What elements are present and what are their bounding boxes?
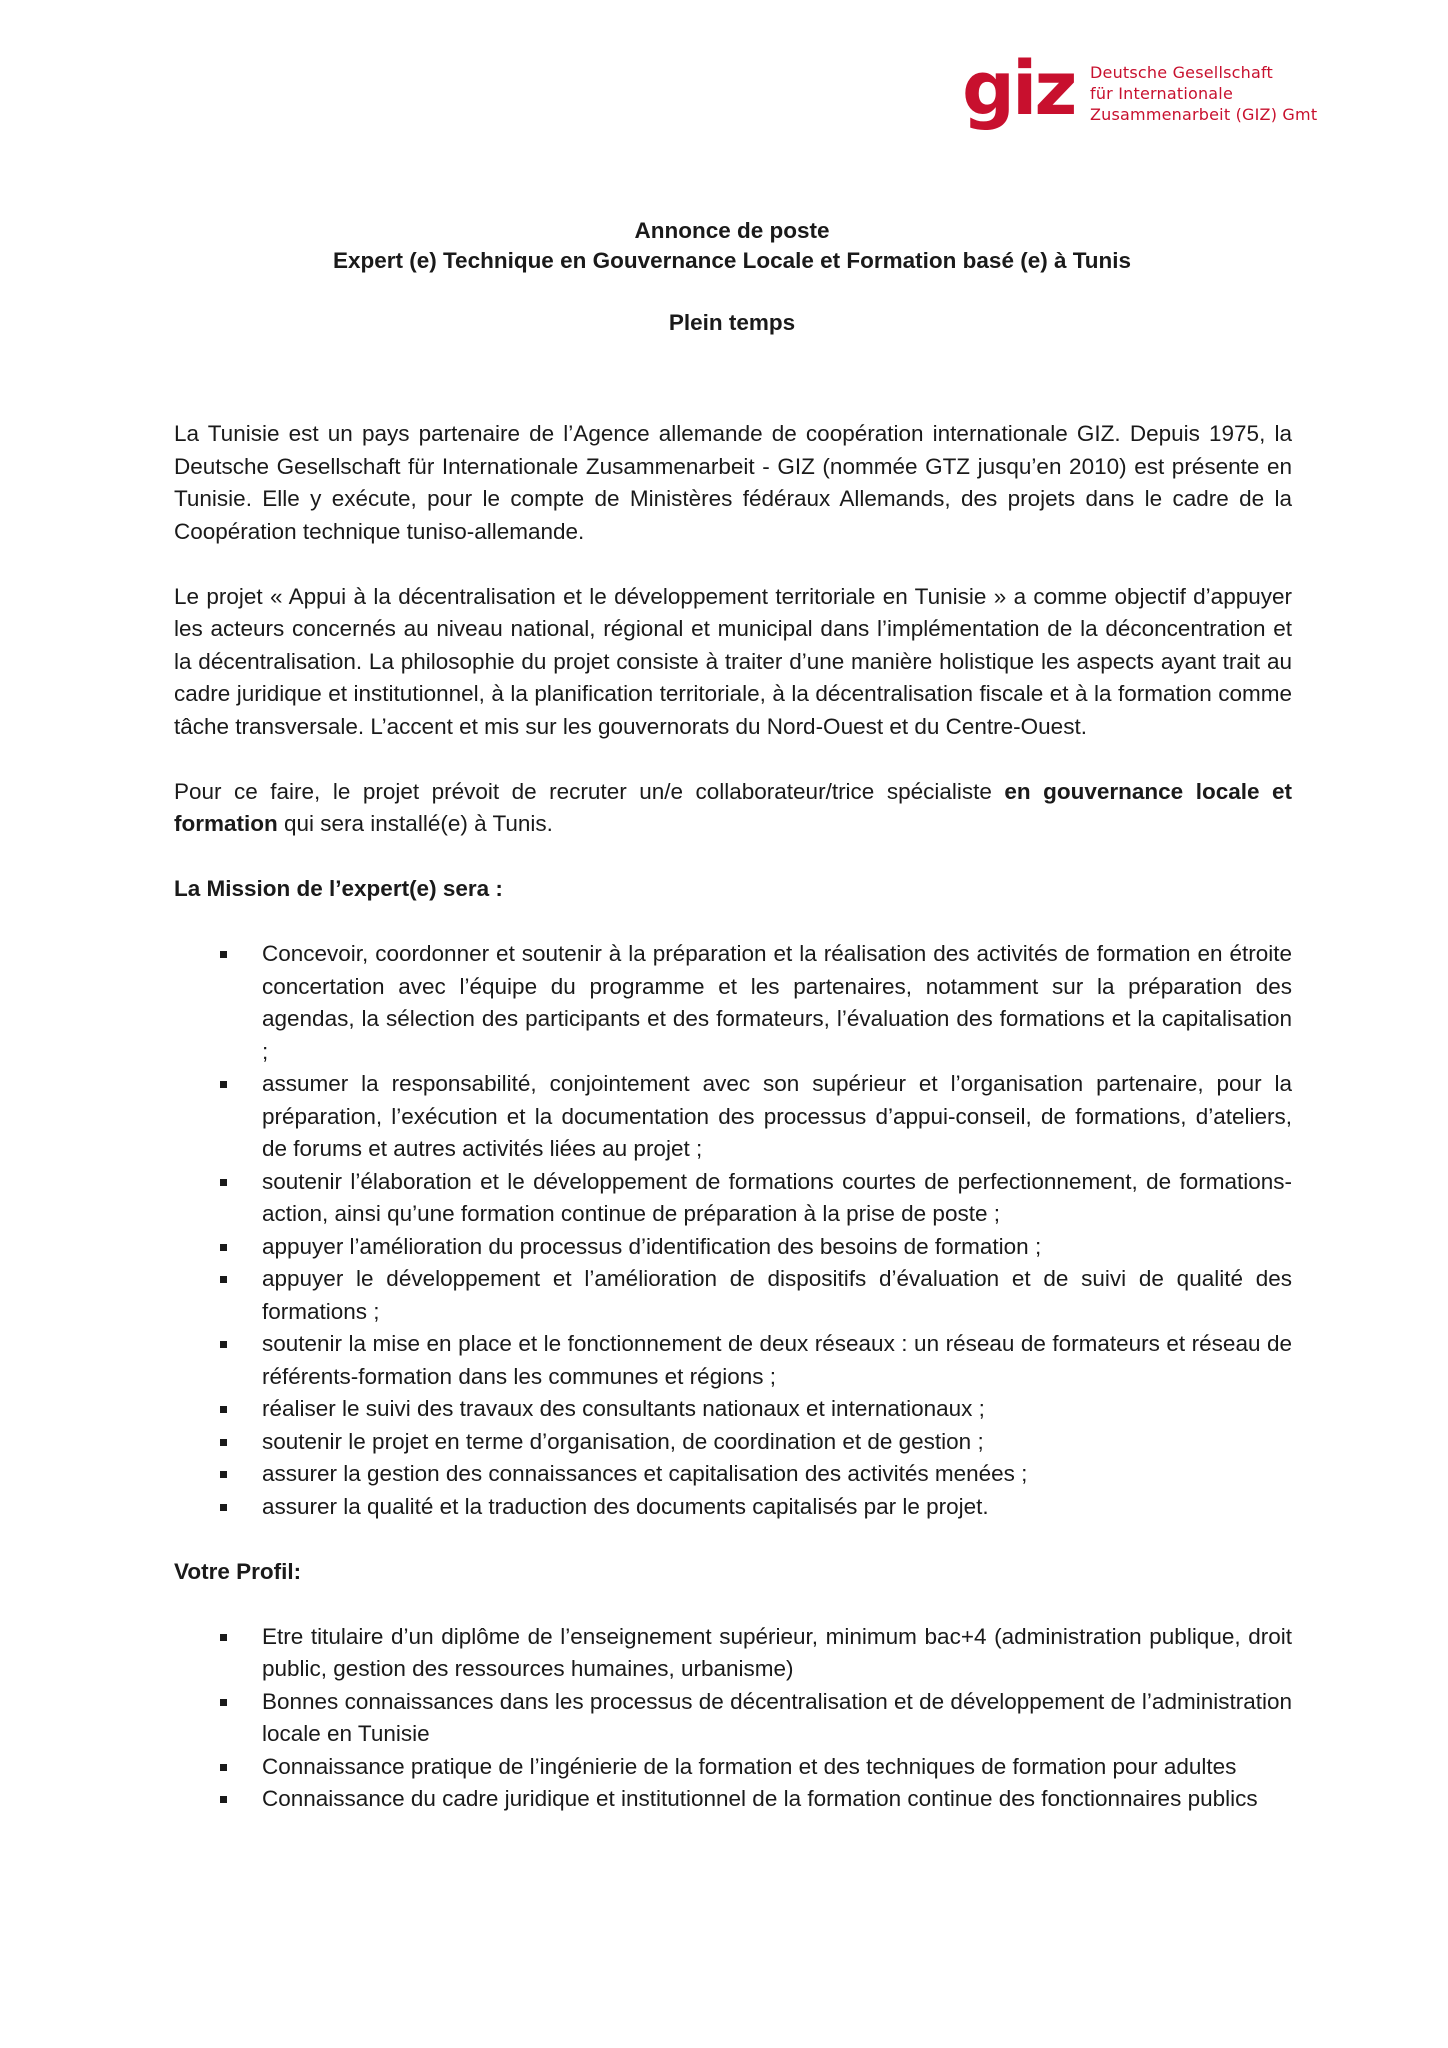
bullet-icon [220,1699,227,1706]
bullet-icon [220,1244,227,1251]
intro-paragraph-3 [174,776,1292,841]
mission-heading: La Mission de l’expert(e) sera : [174,876,503,901]
list-item: assurer la qualité et la traduction des documents capitalisés par le projet. [174,1491,1292,1524]
list-item: appuyer l’amélioration du processus d’identification des besoins de formation ; [174,1231,1292,1264]
bullet-icon [220,1796,227,1803]
list-item: Concevoir, coordonner et soutenir à la préparation et la réalisation des activités de formation en étroite concertation avec l’équipe du programme et les partenaires, notamment sur la préparation des agendas, la sélection des participants et des formateurs, l’évaluation des formations et la capitalisation ; [174,938,1292,1068]
bullet-icon [220,1764,227,1771]
giz-logo-text [1090,62,1317,125]
list-item: réaliser le suivi des travaux des consultants nationaux et internationaux ; [174,1393,1292,1426]
giz-logo-mark [962,52,1082,144]
bullet-icon [220,1634,227,1641]
schedule-label: Plein temps [668,310,796,335]
profile-list [174,1621,1292,1816]
intro-paragraph-2: Le projet « Appui à la décentralisation et le développement territoriale en Tunisie » a comme objectif d’appuyer les acteurs concernés au niveau national, régional et municipal dans l’implémentation de la déconcentration et la décentralisation. La philosophie du projet consiste à traiter d’une manière holistique les aspects ayant trait au cadre juridique et institutionnel, à la planification territoriale, à la décentralisation fiscale et à la formation comme tâche transversale. L’accent et mis sur les gouvernorats du Nord-Ouest et du Centre-Ouest. [174,583,1292,739]
bullet-icon [220,1504,227,1511]
list-item: soutenir l’élaboration et le développement de formations courtes de perfectionnement, de formations-action, ainsi qu’une formation continue de préparation à la prise de poste ; [174,1166,1292,1231]
giz-mark-text: giz [962,52,1075,132]
list-item: Connaissance pratique de l’ingénierie de la formation et des techniques de formation pour adultes [174,1751,1292,1784]
logo-line-2: für Internationale [1090,84,1233,103]
bullet-icon [220,1081,227,1088]
bullet-icon [220,1439,227,1446]
document-header [172,216,1292,338]
list-item: Etre titulaire d’un diplôme de l’enseignement supérieur, minimum bac+4 (administration publique, droit public, gestion des ressources humaines, urbanisme) [174,1621,1292,1686]
p3-text-start: Pour ce faire, le projet prévoit de recruter un/e collaborateur/trice spécialiste [174,778,1005,804]
profile-heading: Votre Profil: [174,1558,302,1584]
document-body [174,418,1292,1848]
list-item: assumer la responsabilité, conjointement avec son supérieur et l’organisation partenaire, pour la préparation, l’exécution et la documentation des processus d’appui-conseil, de formations, d’ateliers, de forums et autres activités liées au projet ; [174,1068,1292,1166]
intro-paragraph-1: La Tunisie est un pays partenaire de l’Agence allemande de coopération internationale GIZ. Depuis 1975, la Deutsche Gesellschaft für Internationale Zusammenarbeit - GIZ (nommée GTZ jusqu’en 2010) est présente en Tunisie. Elle y exécute, pour le compte de Ministères fédéraux Allemands, des projets dans le cadre de la Coopération technique tuniso-allemande. [174,421,1292,544]
bullet-icon [220,1341,227,1348]
mission-list [174,938,1292,1523]
bullet-icon [220,1471,227,1478]
bullet-icon [220,1276,227,1283]
list-item: Connaissance du cadre juridique et institutionnel de la formation continue des fonctionnaires publics [174,1783,1292,1816]
bullet-icon [220,1406,227,1413]
bullet-icon [220,951,227,958]
bullet-icon [220,1179,227,1186]
page-subtitle: Expert (e) Technique en Gouvernance Locale et Formation basé (e) à Tunis [332,248,1132,273]
list-item: assurer la gestion des connaissances et capitalisation des activités menées ; [174,1458,1292,1491]
logo-line-3: Zusammenarbeit (GIZ) Gmt [1090,105,1318,124]
list-item: Bonnes connaissances dans les processus de décentralisation et de développement de l’administration locale en Tunisie [174,1686,1292,1751]
list-item: soutenir le projet en terme d’organisation, de coordination et de gestion ; [174,1426,1292,1459]
logo-line-1: Deutsche Gesellschaft [1090,63,1273,82]
page-title: Annonce de poste [634,218,830,243]
giz-logo [962,52,1318,144]
list-item: soutenir la mise en place et le fonctionnement de deux réseaux : un réseau de formateurs et réseau de référents-formation dans les communes et régions ; [174,1328,1292,1393]
p3-bold-text: en gouvernance locale et formation [174,778,1292,836]
p3-text-end: qui sera installé(e) à Tunis. [277,811,553,836]
list-item: appuyer le développement et l’amélioration de dispositifs d’évaluation et de suivi de qualité des formations ; [174,1263,1292,1328]
